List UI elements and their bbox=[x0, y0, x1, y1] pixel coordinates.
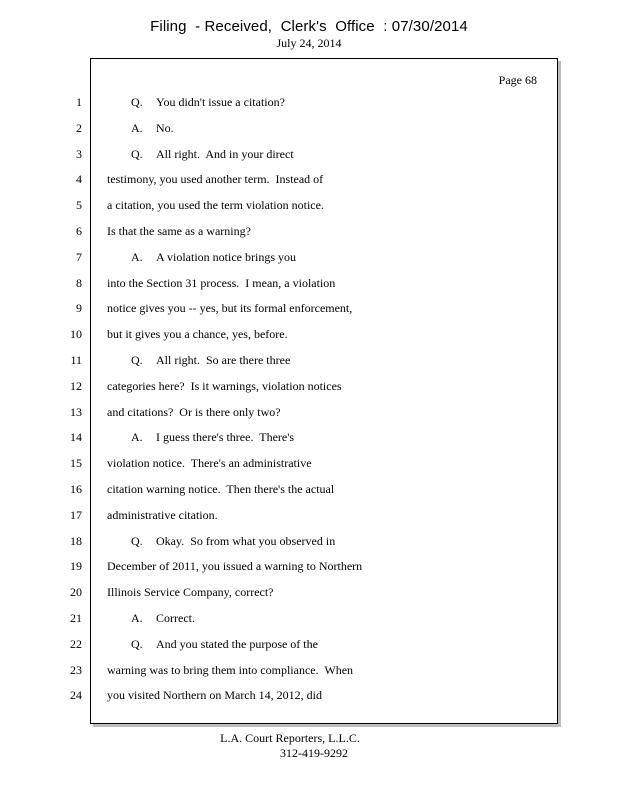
speaker-label: Q. bbox=[131, 353, 143, 367]
line-text: I guess there's three. There's bbox=[156, 430, 295, 444]
speaker-label: A. bbox=[131, 250, 143, 264]
transcript-line bbox=[131, 637, 318, 652]
page-number: Page 68 bbox=[498, 73, 537, 87]
line-text: Illinois Service Company, correct? bbox=[107, 585, 274, 599]
line-number: 13 bbox=[70, 405, 82, 419]
line-number: 10 bbox=[70, 327, 82, 341]
speaker-label: A. bbox=[131, 611, 143, 625]
line-number: 2 bbox=[76, 121, 82, 135]
transcript-line bbox=[131, 121, 174, 136]
line-number: 12 bbox=[70, 379, 82, 393]
transcript-line bbox=[107, 559, 362, 574]
line-text: A violation notice brings you bbox=[156, 250, 296, 264]
line-number: 9 bbox=[76, 301, 82, 315]
transcript-line bbox=[107, 482, 334, 497]
speaker-label: Q. bbox=[131, 147, 143, 161]
line-text: but it gives you a chance, yes, before. bbox=[107, 327, 288, 341]
line-text: You didn't issue a citation? bbox=[156, 95, 285, 109]
line-number: 4 bbox=[76, 172, 82, 186]
line-number: 15 bbox=[70, 456, 82, 470]
hearing-date: July 24, 2014 bbox=[276, 36, 342, 50]
line-text: December of 2011, you issued a warning to Northern bbox=[107, 559, 363, 573]
transcript-line bbox=[131, 353, 290, 368]
line-number: 18 bbox=[70, 534, 82, 548]
speaker-label: Q. bbox=[131, 637, 143, 651]
line-number: 21 bbox=[70, 611, 82, 625]
speaker-label: Q. bbox=[131, 534, 143, 548]
line-text: testimony, you used another term. Instead of bbox=[107, 172, 324, 186]
line-number: 11 bbox=[70, 353, 82, 367]
speaker-label: Q. bbox=[131, 95, 143, 109]
line-text: and citations? Or is there only two? bbox=[107, 405, 281, 419]
transcript-line bbox=[131, 534, 335, 549]
transcript-line bbox=[107, 585, 274, 600]
transcript-line bbox=[107, 327, 288, 342]
line-number: 24 bbox=[70, 688, 82, 702]
line-text: Is that the same as a warning? bbox=[107, 224, 251, 238]
transcript-line bbox=[107, 405, 281, 420]
speaker-label: A. bbox=[131, 121, 143, 135]
footer-phone: 312-419-9292 bbox=[280, 746, 348, 760]
line-number: 20 bbox=[70, 585, 82, 599]
line-number: 8 bbox=[76, 276, 82, 290]
line-number: 19 bbox=[70, 559, 82, 573]
line-text: administrative citation. bbox=[107, 508, 218, 522]
line-text: notice gives you -- yes, but its formal enforcement, bbox=[107, 301, 353, 315]
transcript-line bbox=[107, 688, 322, 703]
line-text: All right. And in your direct bbox=[156, 147, 294, 161]
transcript-line bbox=[107, 198, 324, 213]
transcript-line bbox=[131, 250, 296, 265]
line-text: And you stated the purpose of the bbox=[156, 637, 318, 651]
line-text: violation notice. There's an administrative bbox=[107, 456, 312, 470]
transcript-line bbox=[131, 95, 285, 110]
line-text: categories here? Is it warnings, violation notices bbox=[107, 379, 342, 393]
line-text: Correct. bbox=[156, 611, 195, 625]
transcript-line bbox=[107, 276, 335, 291]
line-text: citation warning notice. Then there's the actual bbox=[107, 482, 335, 496]
speaker-label: A. bbox=[131, 430, 143, 444]
line-number: 22 bbox=[70, 637, 82, 651]
transcript-line bbox=[131, 430, 294, 445]
filing-stamp-header: Filing - Received, Clerk's Office : 07/30/2014 bbox=[150, 18, 468, 35]
line-text: No. bbox=[156, 121, 174, 135]
line-number: 5 bbox=[76, 198, 82, 212]
line-number: 23 bbox=[70, 663, 82, 677]
line-number: 6 bbox=[76, 224, 82, 238]
transcript-line bbox=[107, 508, 218, 523]
line-text: into the Section 31 process. I mean, a violation bbox=[107, 276, 336, 290]
line-number: 7 bbox=[76, 250, 82, 264]
line-number: 14 bbox=[70, 430, 82, 444]
line-text: a citation, you used the term violation notice. bbox=[107, 198, 324, 212]
transcript-line bbox=[107, 379, 342, 394]
line-number: 1 bbox=[76, 95, 82, 109]
transcript-line bbox=[107, 172, 323, 187]
transcript-line bbox=[107, 224, 251, 239]
line-text: Okay. So from what you observed in bbox=[156, 534, 336, 548]
transcript-line bbox=[131, 611, 195, 626]
transcript-line bbox=[107, 456, 312, 471]
transcript-line bbox=[131, 147, 294, 162]
footer-company: L.A. Court Reporters, L.L.C. bbox=[220, 731, 360, 745]
line-text: All right. So are there three bbox=[156, 353, 291, 367]
line-text: you visited Northern on March 14, 2012, did bbox=[107, 688, 322, 702]
line-number: 16 bbox=[70, 482, 82, 496]
line-number: 3 bbox=[76, 147, 82, 161]
transcript-line bbox=[107, 663, 353, 678]
line-text: warning was to bring them into compliance. When bbox=[107, 663, 354, 677]
transcript-line bbox=[107, 301, 352, 316]
line-number: 17 bbox=[70, 508, 82, 522]
